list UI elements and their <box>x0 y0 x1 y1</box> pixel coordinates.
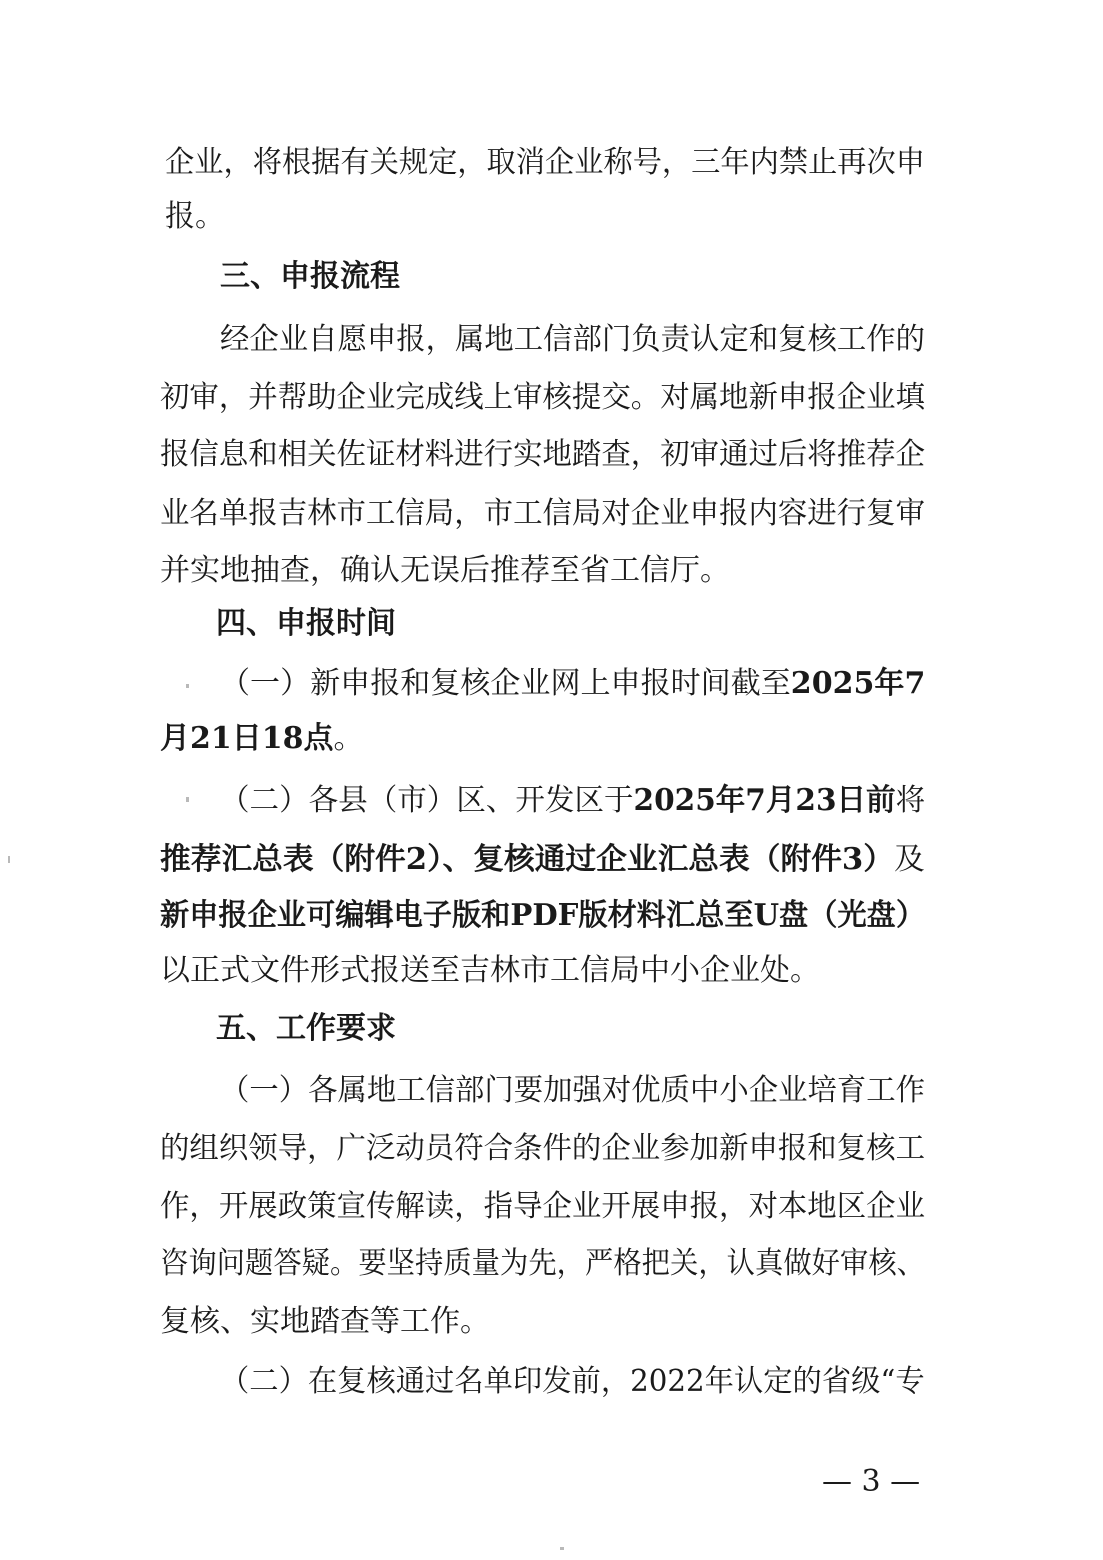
bold-text: 新申报企业可编辑电子版和PDF版材料汇总至U盘（光盘） <box>160 898 926 933</box>
paragraph-line <box>165 197 225 237</box>
scan-speck <box>186 684 189 688</box>
text-run: 将 <box>895 783 926 818</box>
paragraph-line <box>160 1302 490 1342</box>
text-run: 业名单报吉林市工信局，市工信局对企业申报内容进行复审 <box>160 496 925 531</box>
paragraph-line <box>160 1129 925 1169</box>
paragraph-line <box>165 143 925 183</box>
text-run: （一）新申报和复核企业网上申报时间截至 <box>220 666 791 701</box>
paragraph-line <box>220 1071 925 1111</box>
bold-text: 推荐汇总表（附件2）、复核通过企业汇总表（附件3） <box>160 842 895 877</box>
bold-text: 五、工作要求 <box>216 1011 396 1046</box>
scan-speck <box>8 856 10 863</box>
bold-text: 2025年7月23日前 <box>633 783 896 818</box>
text-run: 经企业自愿申报，属地工信部门负责认定和复核工作的 <box>220 322 925 357</box>
paragraph-line <box>160 494 925 534</box>
text-run: （二）在复核通过名单印发前，2022年认定的省级“专 <box>220 1364 925 1399</box>
paragraph-line <box>160 896 925 936</box>
section-heading <box>216 1009 396 1049</box>
section-heading <box>220 257 400 297</box>
paragraph-line <box>220 1362 925 1402</box>
paragraph-line <box>220 781 925 821</box>
paragraph-line <box>160 840 925 880</box>
text-run: （二）各县（市）区、开发区于 <box>220 783 634 818</box>
paragraph-line <box>160 1187 925 1227</box>
bold-text: 月21日18点 <box>160 721 334 756</box>
bold-text: 四、申报时间 <box>216 606 396 641</box>
text-run: 报信息和相关佐证材料进行实地踏查，初审通过后将推荐企 <box>160 437 925 472</box>
text-run: 报。 <box>165 199 225 234</box>
text-run: 。 <box>333 721 364 756</box>
paragraph-line <box>160 435 925 475</box>
scan-speck <box>560 1547 564 1550</box>
text-run: （一）各属地工信部门要加强对优质中小企业培育工作 <box>220 1073 925 1108</box>
paragraph-line <box>160 378 925 418</box>
paragraph-line <box>160 951 820 991</box>
paragraph-line <box>160 551 730 591</box>
paragraph-line <box>220 320 925 360</box>
text-run: 复核、实地踏查等工作。 <box>160 1304 490 1339</box>
text-run: 作，开展政策宣传解读，指导企业开展申报，对本地区企业 <box>160 1189 925 1224</box>
text-run: 咨询问题答疑。要坚持质量为先，严格把关，认真做好审核、 <box>160 1246 925 1281</box>
scan-speck <box>186 797 189 802</box>
text-run: 企业，将根据有关规定，取消企业称号，三年内禁止再次申 <box>165 145 925 180</box>
text-run: 的组织领导，广泛动员符合条件的企业参加新申报和复核工 <box>160 1131 925 1166</box>
paragraph-line <box>160 1244 925 1284</box>
text-run: 及 <box>894 842 925 877</box>
page-number: — 3 — <box>822 1464 921 1499</box>
text-run: 以正式文件形式报送至吉林市工信局中小企业处。 <box>160 953 820 988</box>
bold-text: 2025年7 <box>790 666 926 701</box>
paragraph-line <box>160 719 364 759</box>
text-run: 初审，并帮助企业完成线上审核提交。对属地新申报企业填 <box>160 380 925 415</box>
paragraph-line <box>220 664 925 704</box>
text-run: 并实地抽查，确认无误后推荐至省工信厅。 <box>160 553 730 588</box>
section-heading <box>216 604 396 644</box>
bold-text: 三、申报流程 <box>220 259 400 294</box>
